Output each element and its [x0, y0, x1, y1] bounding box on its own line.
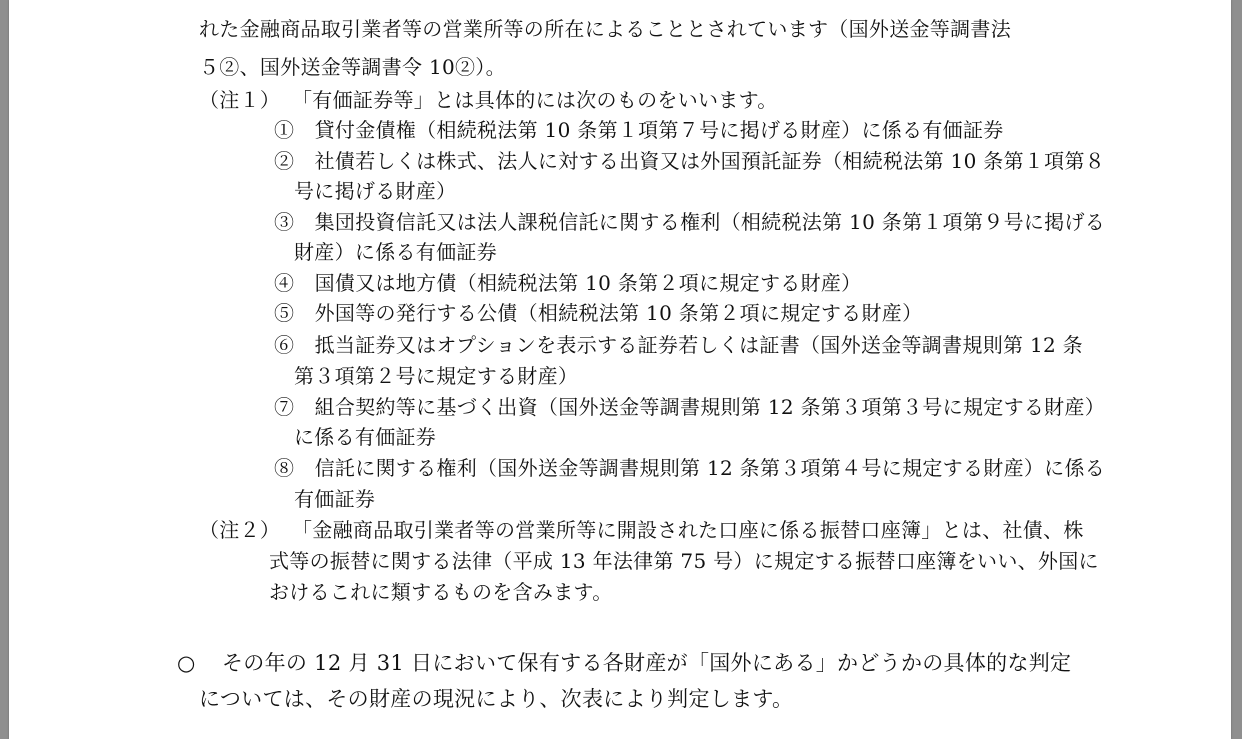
note1-item-2: ② 社債若しくは株式、法人に対する出資又は外国預託証券（相続税法第 10 条第１項第８ [274, 149, 1106, 173]
note2-line-2: 式等の振替に関する法律（平成 13 年法律第 75 号）に規定する振替口座簿をいい、外国に [269, 549, 1099, 573]
bullet-line-1: その年の 12 月 31 日において保有する各財産が「国外にある」かどうかの具体的な判定 [222, 651, 1072, 675]
note1-item-1: ① 貸付金債権（相続税法第 10 条第１項第７号に掲げる財産）に係る有価証券 [274, 118, 1004, 142]
note1-item-5: ⑤ 外国等の発行する公債（相続税法第 10 条第２項に規定する財産） [274, 301, 923, 325]
document-page [9, 0, 1231, 739]
note2-label: （注２） [199, 518, 281, 542]
note1-label: （注１） [199, 88, 281, 112]
bullet-symbol: ○ [177, 651, 196, 675]
note1-text: 「有価証券等」とは具体的には次のものをいいます。 [292, 88, 778, 112]
bullet-line-2: については、その財産の現況により、次表により判定します。 [199, 687, 794, 711]
intro-line-1: れた金融商品取引業者等の営業所等の所在によることとされています（国外送金等調書法 [199, 17, 1011, 41]
intro-line-2: ５②、国外送金等調書令 10②）。 [199, 55, 506, 79]
note1-item-3-cont: 財産）に係る有価証券 [294, 240, 497, 264]
note2-line-3: おけるこれに類するものを含みます。 [269, 580, 613, 604]
note2-line-1: 「金融商品取引業者等の営業所等に開設された口座に係る振替口座簿」とは、社債、株 [292, 518, 1084, 542]
note1-item-8: ⑧ 信託に関する権利（国外送金等調書規則第 12 条第３項第４号に規定する財産）に係る [274, 456, 1106, 480]
note1-item-6-cont: 第３項第２号に規定する財産） [294, 364, 579, 388]
note1-item-7-cont: に係る有価証券 [294, 425, 437, 449]
note1-item-2-cont: 号に掲げる財産） [294, 179, 457, 203]
note1-item-4: ④ 国債又は地方債（相続税法第 10 条第２項に規定する財産） [274, 271, 862, 295]
note1-item-3: ③ 集団投資信託又は法人課税信託に関する権利（相続税法第 10 条第１項第９号に掲げる [274, 210, 1106, 234]
note1-item-6: ⑥ 抵当証券又はオプションを表示する証券若しくは証書（国外送金等調書規則第 12 条 [274, 333, 1083, 357]
note1-item-8-cont: 有価証券 [294, 487, 376, 511]
note1-item-7: ⑦ 組合契約等に基づく出資（国外送金等調書規則第 12 条第３項第３号に規定する財産） [274, 395, 1106, 419]
